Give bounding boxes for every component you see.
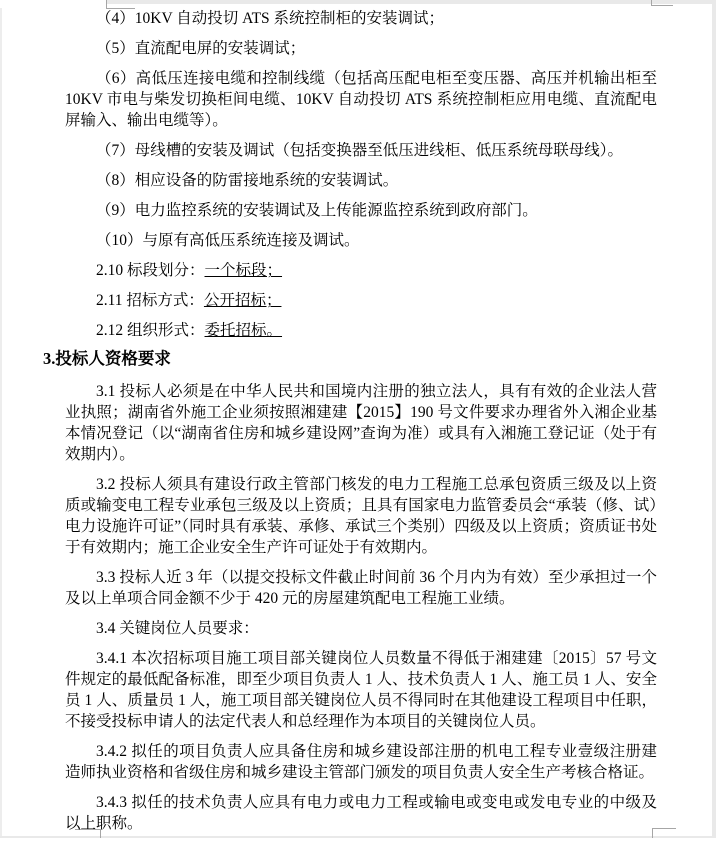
- clause-3-4-3: 3.4.3 拟任的技术负责人应具有电力或电力工程或输电或变电或发电专业的中级及以上职称。: [65, 794, 657, 832]
- page-edge-right: [712, 0, 716, 838]
- clause-3-4: 3.4 关键岗位人员要求：: [96, 620, 259, 637]
- scope-item-7: （7）母线槽的安装及调试（包括变换器至低压进线柜、低压系统母联母线）。: [96, 142, 624, 159]
- page-edge-top: [106, 0, 716, 4]
- scope-item-9: （9）电力监控系统的安装调试及上传能源监控系统到政府部门。: [96, 202, 538, 219]
- scope-item-5: （5）直流配电屏的安装调试；: [96, 40, 306, 57]
- crop-mark-top-right: [651, 5, 673, 6]
- scope-item-10: （10）与原有高低压系统连接及调试。: [96, 232, 360, 249]
- scope-item-8: （8）相应设备的防雷接地系统的安装调试。: [96, 172, 399, 189]
- clause-2-11: [65, 290, 657, 311]
- page-edge-left: [0, 8, 2, 838]
- scope-item-4: （4）10KV 自动投切 ATS 系统控制柜的安装调试；: [96, 10, 445, 27]
- clause-2-10-label: 2.10 标段划分：: [96, 262, 205, 279]
- clause-2-11-value: 公开招标；: [203, 292, 282, 309]
- clause-2-10-value: 一个标段；: [204, 262, 283, 279]
- document-page: [43, 8, 657, 843]
- clause-3-4-2: 3.4.2 拟任的项目负责人应具备住房和城乡建设部注册的机电工程专业壹级注册建造师执业资格和省级住房和城乡建设主管部门颁发的项目负责人安全生产考核合格证。: [65, 743, 657, 781]
- clause-2-11-label: 2.11 招标方式：: [96, 292, 204, 309]
- clause-3-3: 3.3 投标人近 3 年（以提交投标文件截止时间前 36 个月内为有效）至少承担过一个及以上单项合同金额不少于 420 元的房屋建筑配电工程施工业绩。: [65, 569, 657, 607]
- clause-3-1: 3.1 投标人必须是在中华人民共和国境内注册的独立法人，具有有效的企业法人营业执照；湖南省外施工企业须按照湘建建【2015】190 号文件要求办理省外入湘企业基本情况登记（以“湖南省住房和城乡建设网”查询为准）或具有入湘施工登记证（处于有效期内）。: [65, 383, 657, 463]
- crop-mark-top-left: [106, 0, 107, 8]
- clause-3-2: 3.2 投标人须具有建设行政主管部门核发的电力工程施工总承包资质三级及以上资质或输变电工程专业承包三级及以上资质；且具有国家电力监管委员会“承装（修、试）电力设施许可证”（同时具有承装、承修、承试三个类别）四级及以上资质；资质证书处于有效期内；施工企业安全生产许可证处于有效期内。: [65, 476, 657, 556]
- section-3-heading: 3.投标人资格要求: [43, 349, 171, 368]
- scope-item-6: （6）高低压连接电缆和控制线缆（包括高压配电柜至变压器、高压并机输出柜至 10KV 市电与柴发切换柜间电缆、10KV 自动投切 ATS 系统控制柜应用电缆、直流配电屏输入、输出电缆等）。: [65, 70, 657, 129]
- clause-3-4-1: 3.4.1 本次招标项目施工项目部关键岗位人员数量不得低于湘建建〔2015〕57 号文件规定的最低配备标准，即至少项目负责人 1 人、技术负责人 1 人、施工员 1 人、安全员 1 人、质量员 1 人，施工项目部关键岗位人员不得同时在其他建设工程项目中任职，不接受投标申请人的法定代表人和总经理作为本项目的关键岗位人员。: [65, 650, 657, 730]
- clause-2-12-label: 2.12 组织形式：: [96, 322, 205, 339]
- clause-2-12: [65, 320, 657, 341]
- clause-2-12-value: 委托招标。: [204, 322, 283, 339]
- clause-2-10: [65, 260, 657, 281]
